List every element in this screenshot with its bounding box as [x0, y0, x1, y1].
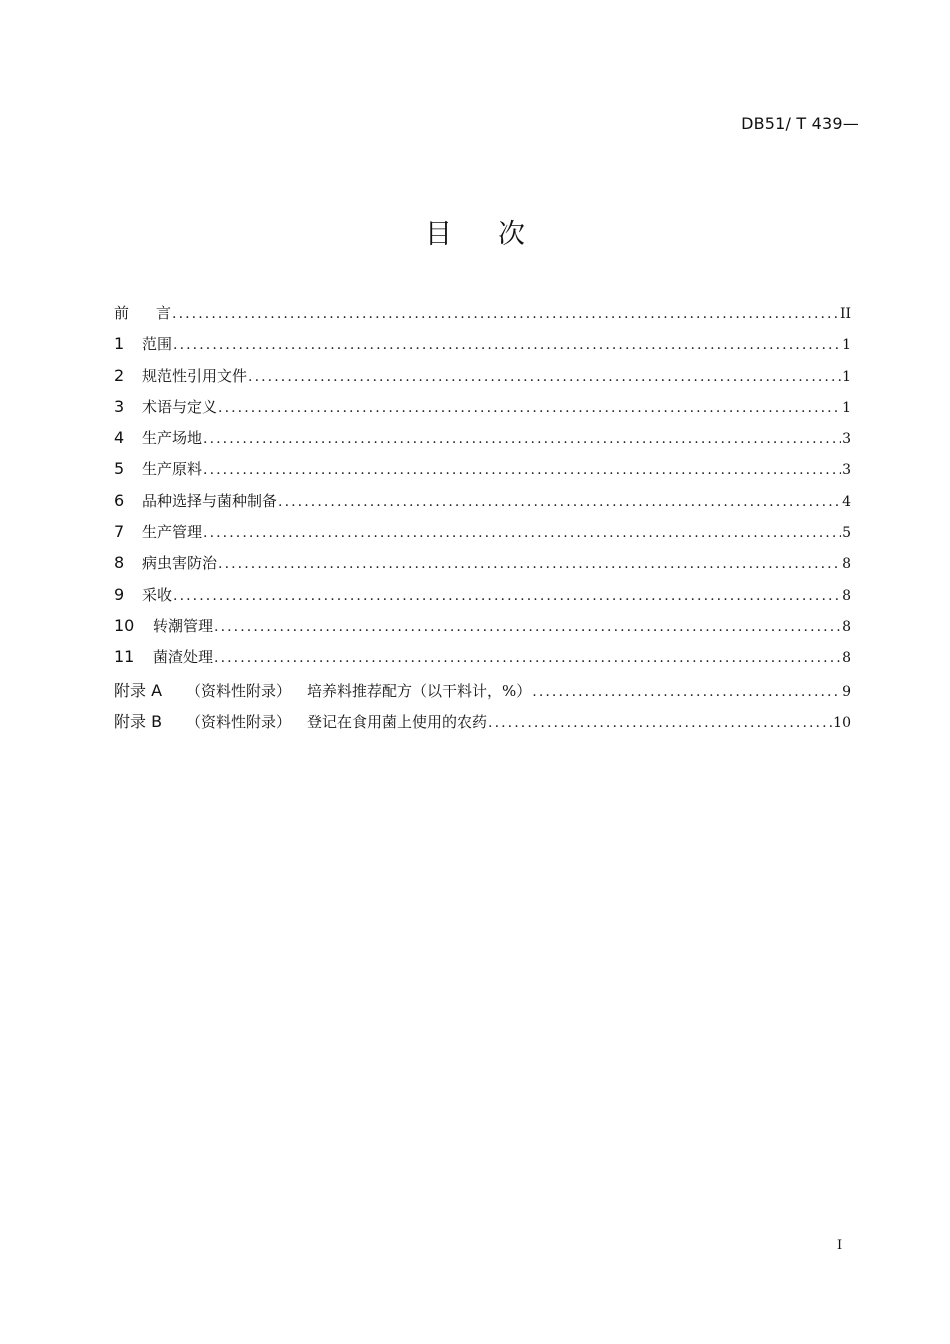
toc-page-number: 8 [842, 556, 851, 573]
toc-section-title: 菌渣处理 [153, 648, 214, 667]
toc-section-title: 术语与定义 [142, 397, 218, 416]
toc-entry-8[interactable] [114, 552, 851, 583]
toc-section-title: 病虫害防治 [142, 554, 218, 573]
toc-page-number: 1 [842, 368, 851, 385]
toc-section-number: 3 [114, 396, 125, 416]
toc-section-number: 1 [114, 334, 125, 354]
toc-leader-dots [218, 400, 841, 417]
toc-leader-dots [172, 306, 839, 323]
toc-entry-preface[interactable] [114, 302, 851, 333]
toc-leader-dots [214, 619, 841, 636]
toc-page-number: 8 [842, 618, 851, 635]
toc-page-number: II [839, 306, 851, 322]
toc-entry-4[interactable] [114, 427, 851, 458]
toc-leader-dots [173, 337, 841, 354]
toc-leader-dots [248, 369, 841, 386]
toc-entry-6[interactable] [114, 490, 851, 521]
toc-appendix-category: （资料性附录） [186, 681, 292, 700]
toc-title [0, 212, 950, 251]
toc-leader-dots [173, 588, 841, 605]
toc-leader-dots [218, 556, 841, 573]
toc-appendix-label: 附录 B [114, 711, 163, 731]
toc-section-number: 2 [114, 365, 125, 385]
toc-entry-1[interactable] [114, 333, 851, 364]
toc-entry-7[interactable] [114, 521, 851, 552]
toc-section-number: 5 [114, 459, 125, 479]
toc-entry-11[interactable] [114, 646, 851, 677]
toc-page-number: 9 [842, 683, 851, 700]
toc-page-number: 8 [842, 650, 851, 667]
toc-entry-9[interactable] [114, 584, 851, 615]
toc-entry-10[interactable] [114, 615, 851, 646]
toc-section-title: 采收 [142, 585, 173, 604]
toc-leader-dots [278, 494, 841, 511]
toc-leader-dots [203, 525, 841, 542]
toc-title-char-1: 目 [425, 219, 452, 250]
toc-section-number: 11 [114, 647, 135, 667]
toc-section-number: 6 [114, 490, 125, 510]
toc-appendix-category: （资料性附录） [186, 712, 292, 731]
toc-entry-5[interactable] [114, 458, 851, 489]
toc-leader-dots [203, 431, 841, 448]
toc-leader-dots [214, 650, 841, 667]
document-code: DB51/ T 439— [741, 114, 859, 133]
toc-leader-dots [203, 462, 841, 479]
toc-preface-label-b: 言 [156, 304, 172, 322]
toc-section-title: 品种选择与菌种制备 [142, 491, 278, 510]
toc-section-title: 转潮管理 [153, 616, 214, 635]
toc-section-title: 生产管理 [142, 523, 203, 542]
toc-title-char-2: 次 [498, 219, 525, 250]
toc-appendix-title: 培养料推荐配方（以干料计，%） [307, 681, 532, 700]
toc-page-number: 3 [842, 431, 851, 448]
toc-entry-appendix-a[interactable] [114, 678, 851, 709]
toc-section-number: 9 [114, 584, 125, 604]
toc-leader-dots [532, 684, 841, 701]
toc-section-title: 生产原料 [142, 460, 203, 479]
toc-entry-appendix-b[interactable] [114, 709, 851, 740]
toc-preface-label-a: 前 [114, 304, 130, 322]
toc-entry-2[interactable] [114, 365, 851, 396]
toc-section-title: 生产场地 [142, 429, 203, 448]
toc-appendix-title: 登记在食用菌上使用的农药 [307, 712, 488, 731]
toc-appendix-label: 附录 A [114, 680, 163, 700]
toc-page-number: 5 [842, 525, 851, 542]
toc-page-number: 8 [842, 587, 851, 604]
toc-page-number: 10 [833, 714, 851, 731]
toc-section-number: 10 [114, 615, 135, 635]
toc-section-number: 7 [114, 522, 125, 542]
toc-page-number: 3 [842, 462, 851, 479]
toc-page-number: 1 [842, 337, 851, 354]
toc-entry-3[interactable] [114, 396, 851, 427]
toc-leader-dots [488, 715, 832, 732]
toc-section-number: 8 [114, 553, 125, 573]
toc-section-number: 4 [114, 428, 125, 448]
toc-page-number: 4 [842, 493, 851, 510]
page-number: I [837, 1238, 843, 1253]
toc-page-number: 1 [842, 399, 851, 416]
table-of-contents [114, 302, 851, 740]
toc-section-title: 规范性引用文件 [142, 366, 248, 385]
toc-section-title: 范围 [142, 335, 173, 354]
